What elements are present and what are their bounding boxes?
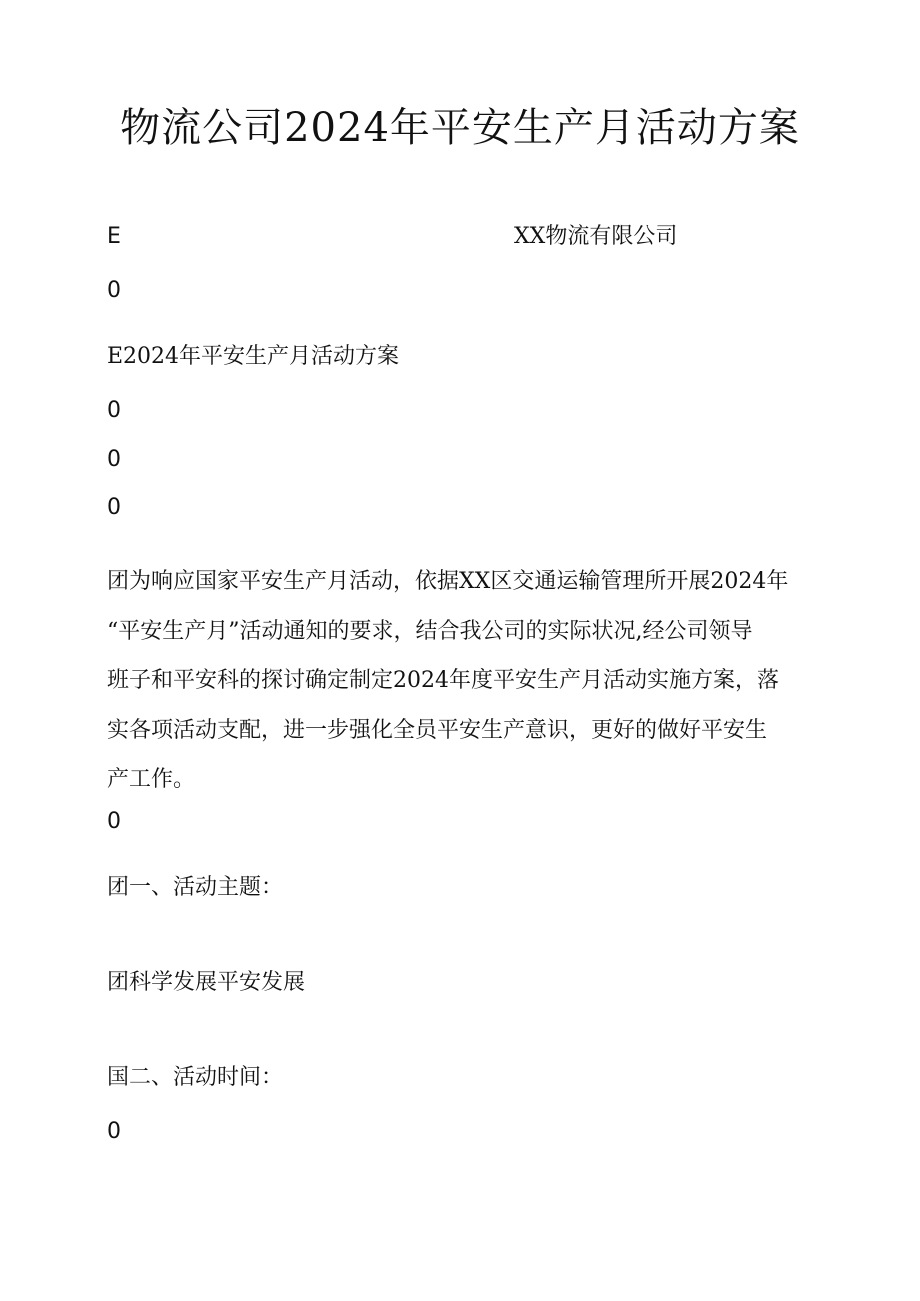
placeholder-zero: 0 [107,447,121,472]
header-left-mark: E [107,224,121,249]
paragraph-line: 班子和平安科的探讨确定制定2024年度平安生产月活动实施方案，落 [107,668,779,693]
placeholder-zero: 0 [107,809,121,834]
paragraph-line: 实各项活动支配，进一步强化全员平安生产意识，更好的做好平安生 [107,717,768,743]
placeholder-zero: 0 [107,278,121,303]
paragraph-line: “平安生产月”活动通知的要求，结合我公司的实际状况,经公司领导 [107,618,753,644]
placeholder-zero: 0 [107,1119,121,1144]
document-subtitle: E2024年平安生产月活动方案 [107,344,400,369]
section-1-body: 团科学发展平安发展 [107,970,306,995]
section-2-heading: 国二、活动时间： [107,1065,284,1090]
section-1-heading: 团一、活动主题： [107,875,284,900]
paragraph-line: 产工作。 [107,767,196,792]
placeholder-zero: 0 [107,495,121,520]
placeholder-zero: 0 [107,398,121,423]
intro-paragraph [107,557,817,805]
company-name: XX物流有限公司 [514,224,678,249]
document-title: 物流公司2024年平安生产月活动方案 [120,105,800,151]
paragraph-line: 团为响应国家平安生产月活动，依据XX区交通运输管理所开展2024年 [107,569,789,594]
